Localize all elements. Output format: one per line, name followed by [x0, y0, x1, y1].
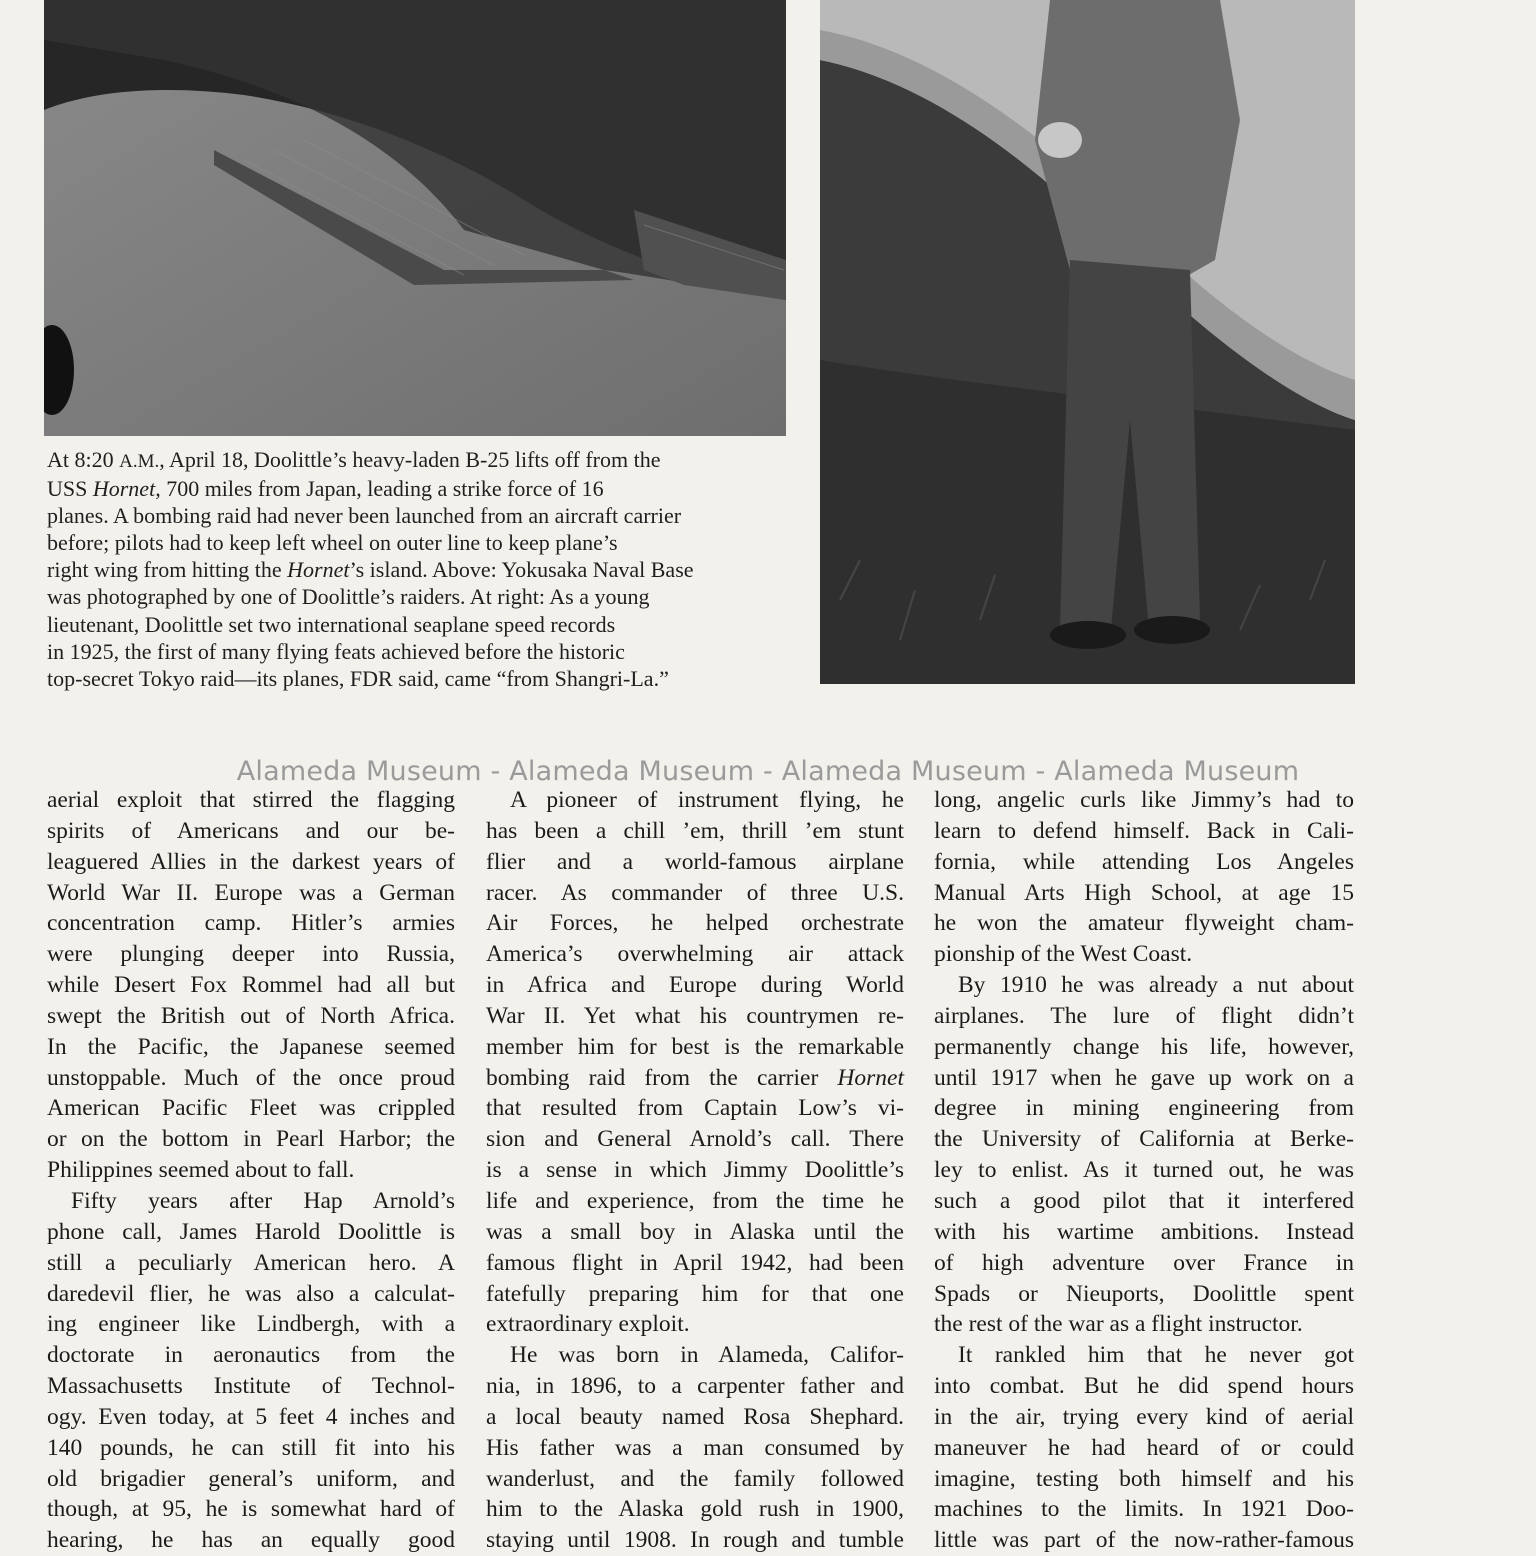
photo-caption — [47, 446, 787, 692]
text-line: It rankled him that he never got — [958, 1342, 1354, 1369]
text-line: racer. As commander of three U.S. — [486, 879, 904, 906]
text-line: though, at 95, he is somewhat hard of — [47, 1496, 455, 1523]
caption-line: planes. A bombing raid had never been launched from an aircraft carrier — [47, 503, 682, 529]
text-line: imagine, testing both himself and his — [934, 1465, 1354, 1492]
text-line: aerial exploit that stirred the flagging — [47, 787, 455, 813]
text-line: ogy. Even today, at 5 feet 4 inches and — [47, 1403, 455, 1430]
text-line: His father was a man consumed by — [486, 1434, 904, 1461]
text-line: has been a chill ’em, thrill ’em stunt — [486, 817, 904, 844]
article-column-3 — [934, 785, 1354, 1556]
text-line: swept the British out of North Africa. — [47, 1002, 455, 1029]
text-line: wanderlust, and the family followed — [486, 1465, 904, 1492]
text-line: A pioneer of instrument flying, he — [510, 787, 904, 813]
text-line: is a sense in which Jimmy Doolittle’s — [486, 1157, 904, 1184]
text-line: of high adventure over France in — [934, 1249, 1354, 1276]
caption-line: top-secret Tokyo raid—its planes, FDR said, came “from Shangri-La.” — [47, 665, 669, 691]
text-line: By 1910 he was already a nut about — [958, 972, 1354, 999]
text-line: fatefully preparing him for that one — [486, 1280, 904, 1307]
text-line: still a peculiarly American hero. A — [47, 1249, 455, 1276]
photo-doolittle-lieutenant — [820, 0, 1355, 684]
text-line: airplanes. The lure of flight didn’t — [934, 1002, 1354, 1029]
text-line: extraordinary exploit. — [486, 1311, 690, 1338]
text-line: with his wartime ambitions. Instead — [934, 1218, 1354, 1245]
text-line: member him for best is the remarkable — [486, 1033, 904, 1060]
text-line: daredevil flier, he was also a calculat- — [47, 1280, 455, 1307]
text-line: Philippines seemed about to fall. — [47, 1157, 355, 1184]
text-line: permanently change his life, however, — [934, 1033, 1354, 1060]
text-line: the rest of the war as a flight instructor. — [934, 1311, 1303, 1338]
text-line: Spads or Nieuports, Doolittle spent — [934, 1280, 1354, 1307]
text-line: Manual Arts High School, at age 15 — [934, 879, 1354, 906]
text-line: flier and a world-famous airplane — [486, 848, 904, 875]
text-line: unstoppable. Much of the once proud — [47, 1064, 455, 1091]
text-line: little was part of the now-rather-famous — [934, 1527, 1354, 1554]
text-line: Fifty years after Hap Arnold’s — [71, 1187, 455, 1214]
text-line: hearing, he has an equally good — [47, 1527, 455, 1554]
text-line: that resulted from Captain Low’s vi- — [486, 1095, 904, 1122]
article-column-2 — [486, 785, 904, 1556]
text-line: was a small boy in Alaska until the — [486, 1218, 904, 1245]
text-line: fornia, while attending Los Angeles — [934, 848, 1354, 875]
text-line: spirits of Americans and our be- — [47, 817, 455, 844]
text-line: famous flight in April 1942, had been — [486, 1249, 904, 1276]
text-line: doctorate in aeronautics from the — [47, 1342, 455, 1369]
text-line: machines to the limits. In 1921 Doo- — [934, 1496, 1354, 1523]
text-line: maneuver he had heard of or could — [934, 1434, 1354, 1461]
text-line: America’s overwhelming air attack — [486, 941, 904, 968]
text-line: staying until 1908. In rough and tumble — [486, 1527, 904, 1554]
text-line: degree in mining engineering from — [934, 1095, 1354, 1122]
aerial-photo-yokusaka — [44, 0, 786, 436]
text-line: War II. Yet what his countrymen re- — [486, 1002, 904, 1029]
text-line: pionship of the West Coast. — [934, 941, 1193, 968]
text-line: American Pacific Fleet was crippled — [47, 1095, 455, 1122]
text-line: or on the bottom in Pearl Harbor; the — [47, 1126, 455, 1153]
text-line: bombing raid from the carrier Hornet — [486, 1064, 904, 1091]
text-line: until 1917 when he gave up work on a — [934, 1064, 1354, 1091]
text-line: long, angelic curls like Jimmy’s had to — [934, 787, 1354, 813]
text-line: in the air, trying every kind of aerial — [934, 1403, 1354, 1430]
text-line: In the Pacific, the Japanese seemed — [47, 1033, 455, 1060]
text-line: He was born in Alameda, Califor- — [510, 1342, 904, 1369]
text-line: 140 pounds, he can still fit into his — [47, 1434, 455, 1461]
text-line: were plunging deeper into Russia, — [47, 941, 455, 968]
text-line: life and experience, from the time he — [486, 1187, 904, 1214]
text-line: sion and General Arnold’s call. There — [486, 1126, 904, 1153]
watermark: Alameda Museum - Alameda Museum - Alameda Museum - Alameda Museum — [236, 756, 1300, 787]
text-line: such a good pilot that it interfered — [934, 1187, 1354, 1214]
caption-line: lieutenant, Doolittle set two international seaplane speed records — [47, 611, 616, 637]
text-line: a local beauty named Rosa Shephard. — [486, 1403, 904, 1430]
text-line: ley to enlist. As it turned out, he was — [934, 1157, 1354, 1184]
text-line: he won the amateur flyweight cham- — [934, 910, 1354, 937]
text-line: him to the Alaska gold rush in 1900, — [486, 1496, 904, 1523]
text-line: learn to defend himself. Back in Cali- — [934, 817, 1354, 844]
text-line: ing engineer like Lindbergh, with a — [47, 1311, 455, 1338]
caption-line: At 8:20 A.M., April 18, Doolittle’s heavy-laden B-25 lifts off from the — [47, 447, 661, 472]
text-line: in Africa and Europe during World — [486, 972, 904, 999]
text-line: concentration camp. Hitler’s armies — [47, 910, 455, 937]
text-line: Air Forces, he helped orchestrate — [486, 910, 904, 937]
article-column-1 — [47, 785, 455, 1556]
caption-line: before; pilots had to keep left wheel on outer line to keep plane’s — [47, 530, 618, 556]
caption-line: in 1925, the first of many flying feats achieved before the historic — [47, 638, 625, 664]
text-line: World War II. Europe was a German — [47, 879, 455, 906]
caption-line: was photographed by one of Doolittle’s raiders. At right: As a young — [47, 584, 650, 610]
caption-line: right wing from hitting the Hornet’s island. Above: Yokusaka Naval Base — [47, 557, 694, 583]
text-line: the University of California at Berke- — [934, 1126, 1354, 1153]
text-line: into combat. But he did spend hours — [934, 1373, 1354, 1400]
text-line: while Desert Fox Rommel had all but — [47, 972, 455, 999]
caption-line: USS Hornet, 700 miles from Japan, leading a strike force of 16 — [47, 476, 604, 502]
text-line: Massachusetts Institute of Technol- — [47, 1373, 455, 1400]
text-line: leaguered Allies in the darkest years of — [47, 848, 455, 875]
text-line: phone call, James Harold Doolittle is — [47, 1218, 455, 1245]
text-line: old brigadier general’s uniform, and — [47, 1465, 455, 1492]
text-line: nia, in 1896, to a carpenter father and — [486, 1373, 904, 1400]
